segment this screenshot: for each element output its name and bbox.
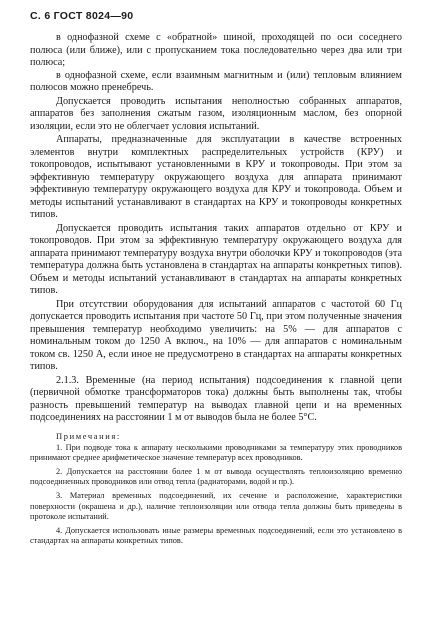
body-text bbox=[30, 32, 402, 425]
note-item-2: 2. Допускается на расстоянии более 1 м от вывода осуществлять теплоизоляцию временно подсоединенных проводников или отвод тепла (радиаторами, водой и пр.). bbox=[30, 466, 402, 487]
page-header: С. 6 ГОСТ 8024—90 bbox=[30, 10, 134, 22]
notes-title: Примечания: bbox=[56, 430, 121, 441]
paragraph-7: 2.1.3. Временные (на период испытания) подсоединения к главной цепи (первичной обмотке трансформаторов тока) должны быть выполнены так, чтобы разность превышений температур на выводах главной цепи и на временных подсоединениях на расстоянии 1 м от выводов была не более 5°C. bbox=[30, 374, 402, 423]
note-item-1: 1. При подводе тока к аппарату несколькими проводниками за температуру этих проводников принимают среднее арифметическое значение температур всех проводников. bbox=[30, 442, 402, 462]
notes-section bbox=[30, 431, 402, 547]
paragraph-1: в однофазной схеме с «обратной» шиной, проходящей по оси соседнего полюса (или ближе), или с пропусканием тока последовательно через два или три полюса; bbox=[30, 32, 402, 68]
paragraph-2: в однофазной схеме, если взаимным магнитным и (или) тепловым влиянием полюсов можно пренебречь. bbox=[30, 69, 402, 93]
paragraph-4: Аппараты, предназначенные для эксплуатации в качестве встроенных элементов внутри комплектных распределительных устройств (КРУ) и токопроводов, испытывают установленными в КРУ и токопроводы. При этом за эффективную температуру окружающего воздуха для аппарата принимают эффективную температуру окружающего воздуха для КРУ и токопровода. Объем и методы испытаний устанавливают в стандартах на КРУ и токопроводы конкретных типов. bbox=[30, 134, 402, 220]
note-item-3: 3. Материал временных подсоединений, их сечение и расположение, характеристики поверхности (окрашена и др.), наличие теплоизоляции или отвода тепла должны быть приведены в протоколе испытаний. bbox=[30, 491, 402, 521]
paragraph-3: Допускается проводить испытания неполностью собранных аппаратов, аппаратов без заполнения сжатым газом, изоляционным маслом, без опорной изоляции, если это не облегчает условия испытаний. bbox=[30, 95, 402, 132]
paragraph-5: Допускается проводить испытания таких аппаратов отдельно от КРУ и токопроводов. При этом за эффективную температуру окружающего воздуха для аппарата принимают температуру воздуха внутри оболочки КРУ и токопроводов (эта температура должна быть установлена в стандартах на аппараты конкретных типов). Объем и методы испытаний устанавливают в стандартах на аппараты конкретных типов. bbox=[30, 222, 402, 296]
paragraph-6: При отсутствии оборудования для испытаний аппаратов с частотой 60 Гц допускается проводить испытания при частоте 50 Гц, при этом полученные значения превышения температур необходимо увеличить: на 5% — для аппаратов с номинальным током до 1250 А включ., на 10% — для аппаратов с номинальным током св. 1250 А, если иное не предусмотрено в стандартах на аппараты конкретных типов. bbox=[30, 298, 402, 372]
document-page bbox=[30, 10, 402, 546]
note-item-4: 4. Допускается использовать иные размеры временных подсоединений, если это установлено в стандартах на аппараты конкретных типов. bbox=[30, 525, 402, 546]
